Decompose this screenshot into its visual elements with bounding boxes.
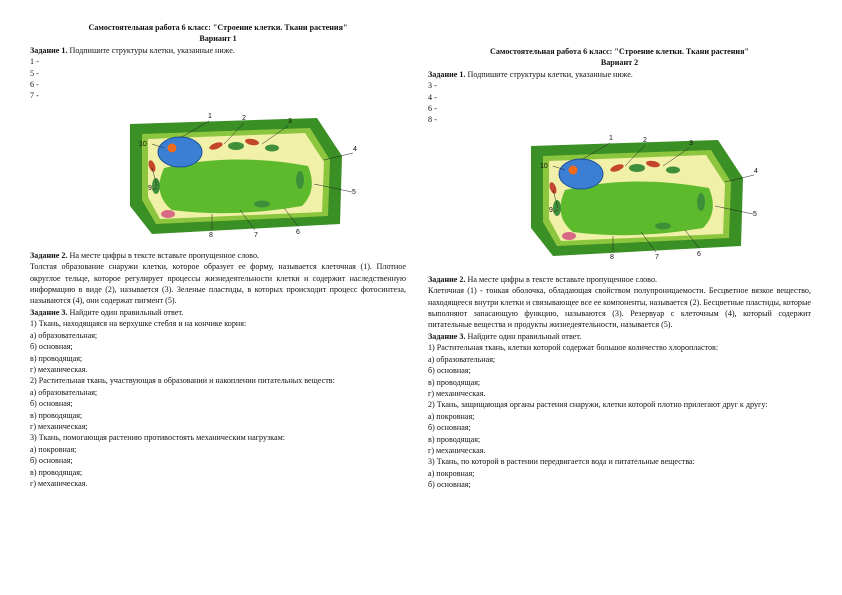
v1-task1-item: 1 - — [30, 57, 39, 67]
v2-task3-question-1: 1) Растительная ткань, клетки которой содержат большое количество хлоропластов: — [428, 343, 719, 353]
label-4: 4 — [754, 167, 758, 175]
v2-task2-paragraph: Клеточная (1) - тонкая оболочка, обладающая свойством полупроницаемости. Бесцветное вязкое вещество, находящееся внутри клетки и связывающее все ее компоненты, называется (2). Бесцветные пластиды, которые выполняют запасающую функцию, называются (3). Резервуар с клеточным (4), который содержит питательные вещества и продукты жизнедеятельности, называется (5). — [428, 286, 811, 330]
v1-task3-line: в) проводящая; — [30, 410, 83, 420]
label-2: 2 — [643, 136, 647, 144]
v1-task1-item: 5 - — [30, 68, 39, 78]
label-8: 8 — [610, 253, 614, 261]
label-2: 2 — [242, 114, 246, 122]
nucleus — [158, 137, 202, 167]
chloroplast — [666, 166, 680, 173]
v1-task3-line: 3) Ткань, помогающая растению противостоять механическим нагрузкам: — [30, 433, 285, 443]
v1-task3-line: б) основная; — [30, 456, 73, 466]
vacuole — [561, 181, 713, 235]
plant-cell-illustration — [112, 106, 362, 246]
label-5: 5 — [753, 210, 757, 218]
vacuole — [160, 159, 312, 213]
chloroplast — [553, 200, 561, 216]
v1-task3-line: г) механическая. — [30, 478, 88, 488]
v1-task3-heading: Задание 3. Найдите один правильный ответ. — [30, 307, 184, 317]
v2-task1-item: 8 - — [428, 115, 437, 125]
label-1: 1 — [208, 112, 212, 120]
plant-cell-diagram — [112, 106, 362, 246]
label-10: 10 — [540, 162, 548, 170]
v2-task3-option: г) механическая. — [428, 388, 486, 398]
label-10: 10 — [139, 140, 147, 148]
label-6: 6 — [697, 250, 701, 258]
plant-cell-diagram — [513, 128, 763, 268]
nucleolus — [569, 165, 578, 174]
v1-task3-line: а) образовательная; — [30, 330, 98, 340]
v1-task3-line: г) механическая. — [30, 364, 88, 374]
v1-task3-line: б) основная; — [30, 342, 73, 352]
chloroplast — [655, 222, 671, 229]
v1-task3-line: б) основная; — [30, 399, 73, 409]
chloroplast — [254, 200, 270, 207]
v2-task1-item: 6 - — [428, 104, 437, 114]
v2-task2-heading: Задание 2. На месте цифры в тексте вставьте пропущенное слово. — [428, 274, 658, 284]
v1-task2-heading: Задание 2. На месте цифры в тексте вставьте пропущенное слово. — [30, 250, 260, 260]
label-8: 8 — [209, 231, 213, 239]
v1-task3-line: а) покровная; — [30, 444, 77, 454]
leucoplast — [562, 232, 576, 240]
v1-task3-line: а) образовательная; — [30, 387, 98, 397]
chloroplast — [629, 164, 645, 172]
v1-task3-line: 1) Ткань, находящаяся на верхушке стебля и на кончике корня: — [30, 319, 247, 329]
chloroplast — [152, 178, 160, 194]
v2-task3-option: а) покровная; — [428, 411, 475, 421]
v2-task3-option: а) образовательная; — [428, 354, 496, 364]
v2-task3-option: в) проводящая; — [428, 377, 481, 387]
v2-task3-option: б) основная; — [428, 480, 471, 490]
variant-1-title: Самостоятельная работа 6 класс: "Строение клетки. Ткани растения" — [88, 23, 348, 32]
v2-task3-question-3: 3) Ткань, по которой в растении передвигается вода и питательные вещества: — [428, 457, 695, 467]
v2-task3-heading: Задание 3. Найдите один правильный ответ. — [428, 331, 582, 341]
plant-cell-illustration — [513, 128, 763, 268]
variant-2-title: Самостоятельная работа 6 класс: "Строение клетки. Ткани растения" — [490, 47, 749, 56]
v1-task1-item: 6 - — [30, 80, 39, 90]
nucleus — [559, 159, 603, 189]
chloroplast — [228, 142, 244, 150]
label-7: 7 — [655, 253, 659, 261]
v1-task3-line: в) проводящая; — [30, 467, 83, 477]
label-3: 3 — [288, 117, 292, 125]
variant-2-number: Вариант 2 — [600, 58, 639, 68]
v2-task3-option: б) основная; — [428, 423, 471, 433]
v1-task1-heading: Задание 1. Подпишите структуры клетки, указанные ниже. — [30, 45, 235, 55]
chloroplast — [265, 144, 279, 151]
variant-1-column — [30, 22, 406, 489]
v2-task3-question-2: 2) Ткань, защищающая органы растения снаружи, клетки которой плотно прилегают друг к другу: — [428, 400, 768, 410]
v2-task3-option: а) покровная; — [428, 468, 475, 478]
label-9: 9 — [148, 184, 152, 192]
label-9: 9 — [549, 206, 553, 214]
variant-2-column — [428, 46, 811, 491]
chloroplast — [296, 171, 304, 189]
label-5: 5 — [352, 188, 356, 196]
label-4: 4 — [353, 145, 357, 153]
v1-task3-line: г) механическая; — [30, 421, 88, 431]
label-6: 6 — [296, 228, 300, 236]
chloroplast — [697, 193, 705, 211]
v2-task3-option: б) основная; — [428, 366, 471, 376]
v2-task1-heading: Задание 1. Подпишите структуры клетки, указанные ниже. — [428, 69, 633, 79]
v1-task3-line: в) проводящая; — [30, 353, 83, 363]
label-1: 1 — [609, 134, 613, 142]
variant-1-number: Вариант 1 — [199, 34, 237, 44]
v2-task3-option: в) проводящая; — [428, 434, 481, 444]
v2-task1-item: 3 - — [428, 81, 437, 91]
v2-task3-option: г) механическая. — [428, 445, 486, 455]
nucleolus — [168, 143, 177, 152]
label-7: 7 — [254, 231, 258, 239]
leucoplast — [161, 210, 175, 218]
label-3: 3 — [689, 139, 693, 147]
v2-task1-item: 4 - — [428, 92, 437, 102]
v1-task2-paragraph: Толстая образование снаружи клетки, которое образует ее форму, называется клеточная (1). Плотное округлое тельце, которое регулирует процессы жизнедеятельности клетки и содержит наследственную информацию в виде (2), называется (3). Зеленые пластиды, в которых происходит процесс фотосинтеза, называются (4), они содержат пигмент (5). — [30, 262, 406, 306]
v1-task3-line: 2) Растительная ткань, участвующая в образовании и накоплении питательных веществ: — [30, 376, 335, 386]
v1-task1-item: 7 - — [30, 91, 39, 101]
